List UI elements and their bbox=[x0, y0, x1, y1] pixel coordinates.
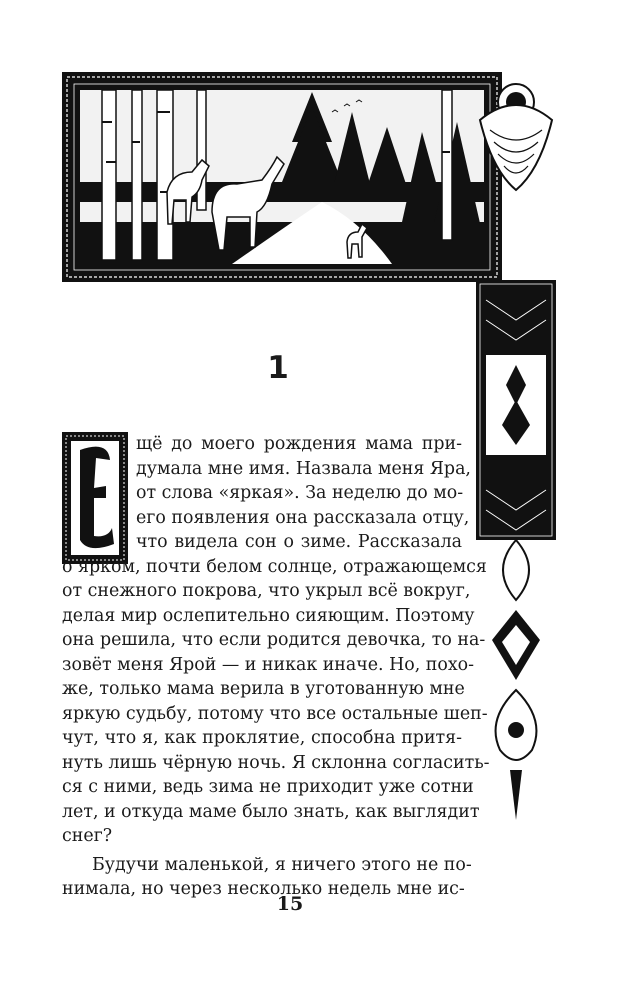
text-line: от снежного покрова, что укрыл всё вокруг, bbox=[62, 581, 471, 601]
side-ornament bbox=[470, 80, 562, 840]
text-line: же, только мама верила в уготованную мне bbox=[62, 679, 465, 699]
text-line: нимала, но через несколько недель мне ис- bbox=[62, 879, 465, 899]
text-line: щё до моего рождения мама при- bbox=[136, 434, 462, 454]
text-line: делая мир ослепительно сияющим. Поэтому bbox=[62, 605, 475, 626]
text-line: думала мне имя. Назвала меня Яра, bbox=[136, 458, 471, 479]
page-number: 15 bbox=[276, 893, 304, 915]
text-line: от слова «яркая». За неделю до мо- bbox=[136, 483, 464, 503]
text-line: лет, и откуда маме было знать, как выглядит bbox=[62, 801, 480, 822]
text-line: зовёт меня Ярой — и никак иначе. Но, похо- bbox=[62, 654, 475, 675]
header-illustration bbox=[62, 72, 502, 282]
text-line: что видела сон о зиме. Рассказала bbox=[136, 532, 462, 552]
text-line: чут, что я, как проклятие, способна притя- bbox=[62, 728, 462, 748]
text-line: снег? bbox=[62, 826, 113, 846]
text-line: ся с ними, ведь зима не приходит уже сотни bbox=[62, 777, 474, 797]
text-line: Будучи маленькой, я ничего этого не по- bbox=[92, 854, 472, 875]
text-line: его появления она рассказала отцу, bbox=[136, 507, 470, 528]
text-line: она решила, что если родится девочка, то на- bbox=[62, 630, 486, 650]
chapter-number: 1 bbox=[267, 350, 289, 386]
text-line: яркую судьбу, потому что все остальные шеп- bbox=[62, 703, 488, 724]
text-line: нуть лишь чёрную ночь. Я склонна согласить- bbox=[62, 752, 490, 773]
drop-cap-letter: Е bbox=[76, 547, 81, 554]
text-line: о ярком, почти белом солнце, отражающемся bbox=[62, 556, 487, 577]
drop-cap bbox=[62, 432, 128, 564]
